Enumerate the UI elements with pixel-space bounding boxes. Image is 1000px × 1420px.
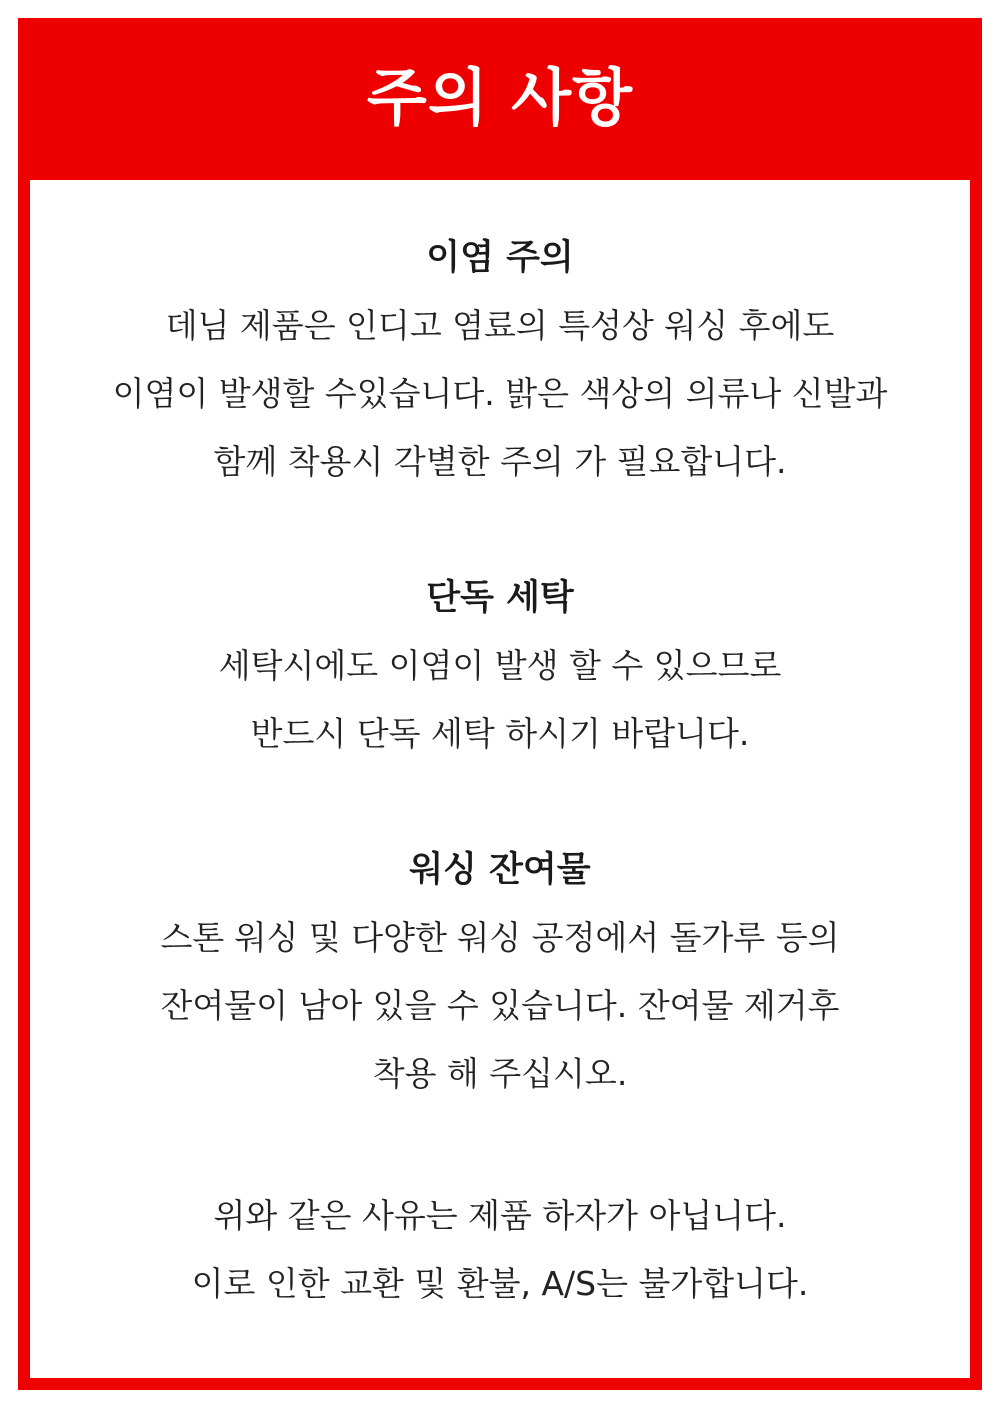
section-text-line: 잔여물이 남아 있을 수 있습니다. 잔여물 제거후 <box>160 986 840 1025</box>
notice-frame <box>18 18 982 1390</box>
section-heading: 단독 세탁 <box>426 578 574 618</box>
section-washing-residue <box>30 836 970 1108</box>
disclaimer-text-line: 이로 인한 교환 및 환불, A/S는 불가합니다. <box>191 1264 809 1303</box>
section-heading: 워싱 잔여물 <box>409 850 591 890</box>
section-dye-transfer <box>30 224 970 496</box>
section-text-line: 스톤 워싱 및 다양한 워싱 공정에서 돌가루 등의 <box>160 918 840 957</box>
notice-title: 주의 사항 <box>366 61 634 134</box>
section-text-line: 이염이 발생할 수있습니다. 밝은 색상의 의류나 신발과 <box>112 374 888 413</box>
disclaimer-text-line: 위와 같은 사유는 제품 하자가 아닙니다. <box>213 1196 787 1235</box>
section-text-line: 데님 제품은 인디고 염료의 특성상 워싱 후에도 <box>165 306 835 345</box>
notice-body <box>30 180 970 1378</box>
section-text-line: 반드시 단독 세탁 하시기 바랍니다. <box>250 714 750 753</box>
notice-header <box>18 18 982 178</box>
section-heading: 이염 주의 <box>426 238 574 278</box>
section-disclaimer <box>30 1182 970 1318</box>
section-text-line: 세탁시에도 이염이 발생 할 수 있으므로 <box>218 646 782 685</box>
section-text-line: 함께 착용시 각별한 주의 가 필요합니다. <box>213 442 787 481</box>
section-text-line: 착용 해 주십시오. <box>372 1054 628 1093</box>
section-separate-wash <box>30 564 970 768</box>
